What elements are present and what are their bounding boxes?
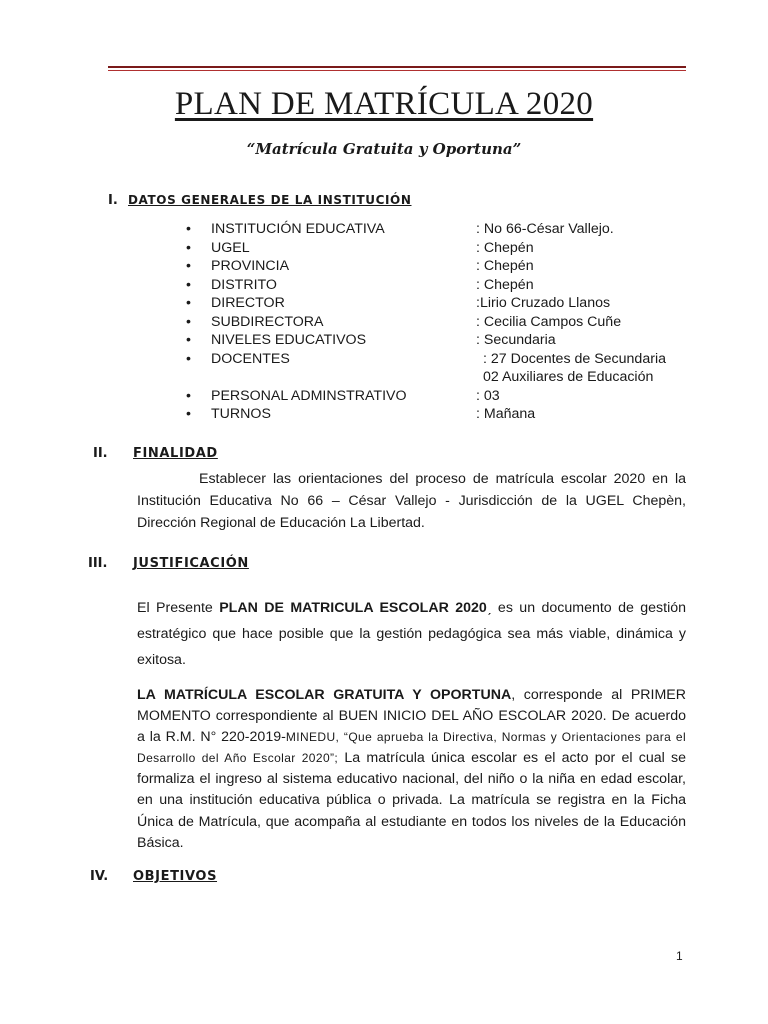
- section-number: II.: [93, 446, 108, 461]
- field-value: : Secundaria: [476, 332, 556, 348]
- finalidad-text: Establecer las orientaciones del proceso de matrícula escolar 2020 en la Institución Educativa No 66 – César Vallejo - Jurisdicción de la UGEL Chepèn, Dirección Regional de Educación La Libertad.: [137, 471, 686, 531]
- bullet: •: [186, 239, 191, 256]
- field-value: : No 66-César Vallejo.: [476, 221, 614, 237]
- list-item: [186, 331, 686, 350]
- list-item: [186, 387, 686, 406]
- bullet: •: [186, 350, 191, 367]
- field-label: UGEL: [211, 239, 250, 256]
- justificacion-paragraph-2: LA MATRÍCULA ESCOLAR GRATUITA Y OPORTUNA, corresponde al PRIMER MOMENTO correspondiente al BUEN INICIO DEL AÑO ESCOLAR 2020. De acuerdo a la R.M. N° 220-2019-MINEDU, “Que aprueba la Directiva, Normas y Orientaciones para el Desarrollo del Año Escolar 2020”; La matrícula única escolar es el acto por el cual se formaliza el ingreso al sistema educativo nacional, del niño o la niña en edad escolar, en una institución educativa pública o privada. La matrícula se registra en la Ficha Única de Matrícula, que acompaña al estudiante en todos los niveles de la Educación Básica.: [137, 687, 687, 851]
- section-title: OBJETIVOS: [133, 869, 218, 884]
- bullet: •: [186, 332, 191, 348]
- bullet: •: [186, 295, 191, 311]
- bullet: •: [186, 276, 191, 293]
- field-label: INSTITUCIÓN EDUCATIVA: [211, 221, 385, 237]
- field-label: NIVELES EDUCATIVOS: [211, 332, 367, 348]
- field-value: : 27 Docentes de Secundaria: [483, 350, 666, 367]
- field-value: : Cecilia Campos Cuñe: [476, 313, 622, 330]
- header-rule: [108, 66, 686, 71]
- list-item: [186, 294, 686, 313]
- plan-name: PLAN DE MATRICULA ESCOLAR 2020: [219, 600, 487, 616]
- field-label: DIRECTOR: [211, 295, 285, 311]
- section-number: IV.: [90, 869, 109, 884]
- list-item: [186, 239, 686, 258]
- bullet: •: [186, 258, 191, 274]
- section-title: JUSTIFICACIÓN: [133, 556, 249, 571]
- field-label: DOCENTES: [211, 350, 290, 367]
- finalidad-paragraph: [137, 468, 686, 534]
- section-number: I.: [108, 193, 118, 208]
- section-title: FINALIDAD: [133, 446, 218, 461]
- field-value: : 03: [476, 387, 500, 404]
- field-label: DISTRITO: [211, 276, 277, 293]
- field-value: :Lirio Cruzado Llanos: [476, 295, 611, 311]
- list-item: [186, 350, 686, 387]
- list-item: [186, 276, 686, 295]
- list-item: [186, 405, 686, 424]
- list-item: [186, 313, 686, 332]
- field-value: : Chepén: [476, 276, 534, 293]
- bullet: •: [186, 387, 191, 404]
- emphasis-text: LA MATRÍCULA ESCOLAR GRATUITA Y OPORTUNA: [137, 687, 512, 703]
- bullet: •: [186, 313, 191, 330]
- bullet: •: [186, 406, 191, 422]
- page-number: 1: [676, 949, 683, 963]
- field-label: PERSONAL ADMINSTRATIVO: [211, 387, 407, 404]
- field-value: : Chepén: [476, 239, 534, 256]
- datos-list: [186, 220, 686, 424]
- justificacion-paragraph-1: El Presente PLAN DE MATRICULA ESCOLAR 2020ˏ es un documento de gestión estratégico que hace posible que la gestión pedagógica sea más viable, dinámica y exitosa.: [137, 600, 687, 668]
- field-label: PROVINCIA: [211, 258, 290, 274]
- field-value-continued: 02 Auxiliares de Educación: [483, 369, 654, 385]
- resolution-reference: MINEDU, “Que aprueba la Directiva, Normas y Orientaciones para el Desarrollo del Año Escolar 2020”;: [137, 730, 687, 766]
- list-item: [186, 220, 686, 239]
- list-item: [186, 257, 686, 276]
- bullet: •: [186, 221, 191, 237]
- section-number: III.: [88, 556, 108, 571]
- field-label: SUBDIRECTORA: [211, 313, 324, 330]
- field-value: : Mañana: [476, 406, 536, 422]
- section-title: DATOS GENERALES DE LA INSTITUCIÓN: [128, 193, 412, 207]
- field-label: TURNOS: [211, 406, 271, 422]
- document-subtitle: “Matrícula Gratuita y Oportuna”: [246, 140, 522, 158]
- document-title: PLAN DE MATRÍCULA 2020: [174, 86, 594, 122]
- field-value: : Chepén: [476, 258, 534, 274]
